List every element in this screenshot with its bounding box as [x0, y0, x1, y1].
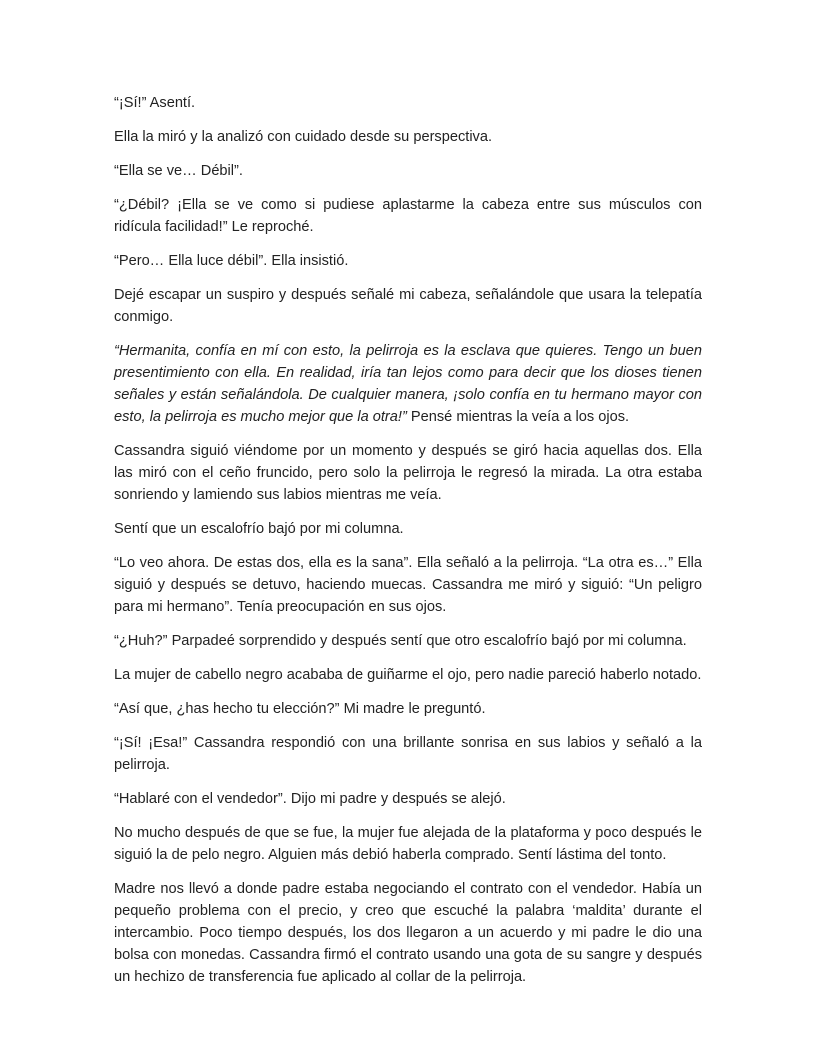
- telepathy-normal-text: Pensé mientras la veía a los ojos.: [406, 409, 630, 425]
- paragraph: Madre nos llevó a donde padre estaba negociando el contrato con el vendedor. Había un pequeño problema con el precio, y creo que escuché la palabra ‘maldita’ durante el intercambio. Poco tiempo después, los dos llegaron a un acuerdo y mi padre le dio una bolsa con monedas. Cassandra firmó el contrato usando una gota de su sangre y después un hechizo de transferencia fue aplicado al collar de la pelirroja.: [114, 881, 702, 985]
- paragraph: “Pero… Ella luce débil”. Ella insistió.: [114, 253, 349, 269]
- paragraph: No mucho después de que se fue, la mujer fue alejada de la plataforma y poco después le siguió la de pelo negro. Alguien más debió haberla comprado. Sentí lástima del tonto.: [114, 825, 702, 863]
- document-body: [114, 92, 702, 1000]
- paragraph: Ella la miró y la analizó con cuidado desde su perspectiva.: [114, 129, 493, 145]
- paragraph: “Así que, ¿has hecho tu elección?” Mi madre le preguntó.: [114, 701, 486, 717]
- paragraph: “¿Débil? ¡Ella se ve como si pudiese aplastarme la cabeza entre sus músculos con ridícula facilidad!” Le reproché.: [114, 197, 702, 235]
- paragraph: “¡Sí! ¡Esa!” Cassandra respondió con una brillante sonrisa en sus labios y señaló a la pelirroja.: [114, 735, 702, 773]
- paragraph: Cassandra siguió viéndome por un momento y después se giró hacia aquellas dos. Ella las miró con el ceño fruncido, pero solo la pelirroja le regresó la mirada. La otra estaba sonriendo y lamiendo sus labios mientras me veía.: [114, 443, 702, 503]
- paragraph: Sentí que un escalofrío bajó por mi columna.: [114, 521, 404, 537]
- paragraph: “¡Sí!” Asentí.: [114, 95, 196, 111]
- telepathy-paragraph: [114, 340, 702, 428]
- paragraph: “Ella se ve… Débil”.: [114, 163, 243, 179]
- paragraph: Dejé escapar un suspiro y después señalé mi cabeza, señalándole que usara la telepatía conmigo.: [114, 287, 702, 325]
- paragraph: La mujer de cabello negro acababa de guiñarme el ojo, pero nadie pareció haberlo notado.: [114, 667, 702, 683]
- paragraph: “Lo veo ahora. De estas dos, ella es la sana”. Ella señaló a la pelirroja. “La otra es…” Ella siguió y después se detuvo, haciendo muecas. Cassandra me miró y siguió: “Un peligro para mi hermano”. Tenía preocupación en sus ojos.: [114, 555, 702, 615]
- telepathy-italic-text: “Hermanita, confía en mí con esto, la pelirroja es la esclava que quieres. Tengo un buen presentimiento con ella. En realidad, iría tan lejos como para decir que los dioses tienen señales y están señalándola. De cualquier manera, ¡solo confía en tu hermano mayor con esto, la pelirroja es mucho mejor que la otra!”: [114, 343, 702, 425]
- paragraph: “¿Huh?” Parpadeé sorprendido y después sentí que otro escalofrío bajó por mi columna.: [114, 633, 687, 649]
- paragraph: “Hablaré con el vendedor”. Dijo mi padre y después se alejó.: [114, 791, 506, 807]
